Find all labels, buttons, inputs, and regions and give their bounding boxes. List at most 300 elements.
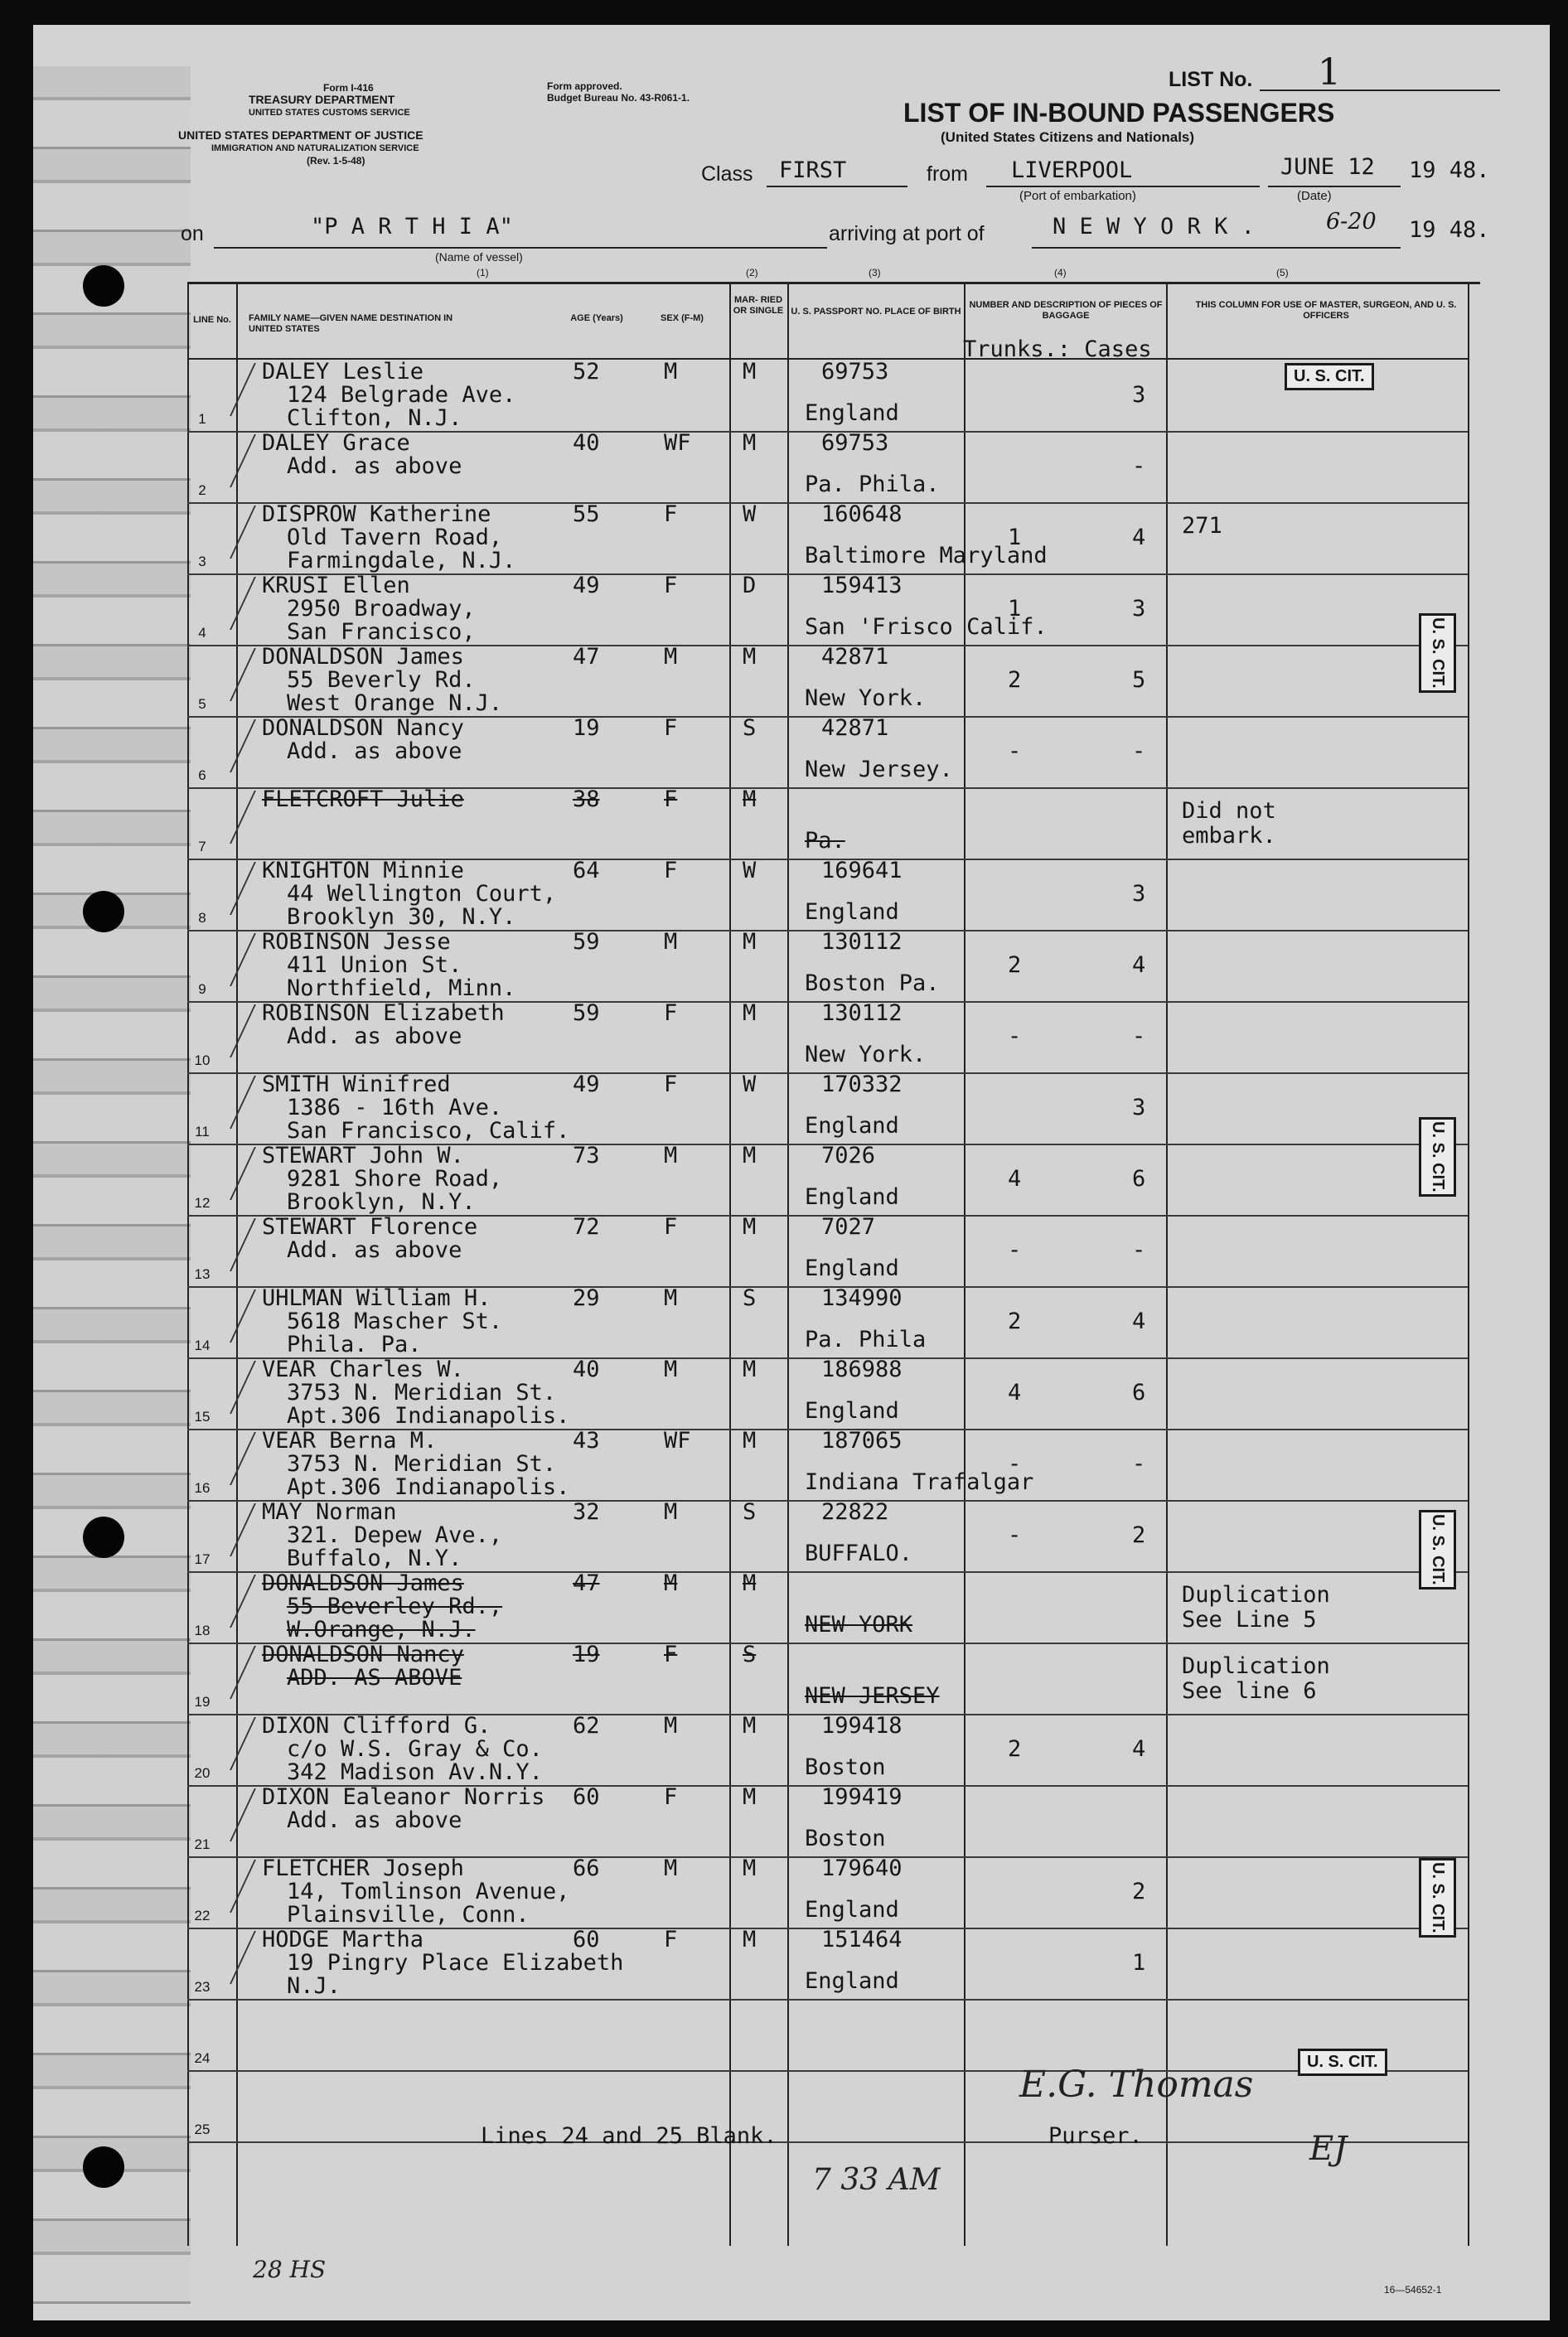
arrival-line xyxy=(1032,247,1401,249)
punch-hole xyxy=(83,265,124,307)
passenger-sex: M xyxy=(664,644,678,670)
class-line xyxy=(767,186,907,187)
table-row xyxy=(187,1286,1468,1359)
form-approved: Form approved. xyxy=(547,80,622,92)
check-mark xyxy=(191,1289,256,1343)
passenger-age: 38 xyxy=(573,786,600,812)
table-row xyxy=(187,1144,1468,1217)
passport-number: 199418 xyxy=(821,1713,903,1739)
passenger-address: 411 Union St. xyxy=(287,952,462,978)
passenger-age: 66 xyxy=(573,1856,600,1881)
passenger-age: 72 xyxy=(573,1214,600,1240)
trunks-count: 2 xyxy=(1008,1309,1022,1334)
passport-number: 134990 xyxy=(821,1285,903,1311)
passenger-address: Phila. Pa. xyxy=(287,1332,422,1357)
check-mark xyxy=(191,1361,256,1414)
passport-number: 22822 xyxy=(821,1499,889,1525)
line-number: 15 xyxy=(194,1409,211,1425)
marital-status: M xyxy=(743,786,757,812)
table-row xyxy=(187,360,1468,433)
col-header-baggage: NUMBER AND DESCRIPTION OF PIECES OF BAGGAGE xyxy=(969,300,1163,321)
passenger-address: 3753 N. Meridian St. xyxy=(287,1380,557,1406)
table-row xyxy=(187,1429,1468,1502)
passenger-age: 49 xyxy=(573,573,600,598)
check-mark xyxy=(191,1503,256,1556)
arrival-port: N E W Y O R K . xyxy=(1053,214,1255,240)
form-revision: (Rev. 1-5-48) xyxy=(307,155,365,167)
marital-status: S xyxy=(743,1642,757,1667)
baggage-subheader: Trunks.: Cases xyxy=(963,336,1152,362)
torn-binding-strip xyxy=(33,66,191,2304)
marital-status: W xyxy=(743,501,757,527)
col-number-4: (4) xyxy=(1054,267,1067,278)
marital-status: M xyxy=(743,1856,757,1881)
passenger-sex: F xyxy=(664,786,678,812)
passenger-age: 40 xyxy=(573,430,600,456)
passenger-sex: M xyxy=(664,1856,678,1881)
line-number: 22 xyxy=(194,1908,211,1923)
line-number: 16 xyxy=(194,1480,211,1496)
table-row xyxy=(187,859,1468,931)
passenger-sex: M xyxy=(664,1713,678,1739)
passenger-address: Add. as above xyxy=(287,1237,462,1263)
passenger-address: Apt.306 Indianapolis. xyxy=(287,1474,570,1500)
marital-status: M xyxy=(743,929,757,955)
table-row xyxy=(187,573,1468,646)
passenger-address: Apt.306 Indianapolis. xyxy=(287,1403,570,1429)
passenger-address: Add. as above xyxy=(287,453,462,479)
place-of-birth: Pa. Phila xyxy=(805,1327,927,1352)
check-mark xyxy=(191,434,256,487)
line-number: 11 xyxy=(195,1124,210,1139)
trunks-count: 2 xyxy=(1008,952,1022,978)
place-of-birth: England xyxy=(805,1184,899,1210)
passenger-sex: F xyxy=(664,501,678,527)
check-mark xyxy=(191,933,256,986)
line-number: 14 xyxy=(194,1338,211,1353)
place-of-birth: NEW JERSEY xyxy=(805,1683,940,1709)
passenger-name: DONALDSON James xyxy=(262,1570,464,1596)
us-citizen-stamp: U. S. CIT. xyxy=(1419,1858,1456,1938)
passport-number: 170332 xyxy=(821,1072,903,1097)
passenger-age: 19 xyxy=(573,1642,600,1667)
trunks-count: - xyxy=(1008,738,1022,764)
passenger-sex: M xyxy=(664,359,678,385)
check-mark xyxy=(191,363,256,416)
passport-number: 130112 xyxy=(821,1000,903,1026)
col-header-passport: U. S. PASSPORT NO. PLACE OF BIRTH xyxy=(791,307,961,317)
table-row xyxy=(187,1357,1468,1430)
line-number: 24 xyxy=(194,2050,211,2066)
check-mark xyxy=(191,1575,256,1628)
passenger-address: 19 Pingry Place Elizabeth xyxy=(287,1950,624,1976)
marital-status: M xyxy=(743,644,757,670)
purser-label: Purser. xyxy=(1048,2123,1143,2149)
place-of-birth: England xyxy=(805,899,899,925)
cases-count: 6 xyxy=(1132,1380,1146,1406)
check-mark xyxy=(191,1432,256,1485)
line-number: 21 xyxy=(194,1836,211,1852)
cases-count: 4 xyxy=(1132,525,1146,550)
trunks-count: 2 xyxy=(1008,667,1022,693)
check-mark xyxy=(191,506,256,559)
port-caption: (Port of embarkation) xyxy=(1019,189,1136,203)
marital-status: S xyxy=(743,1499,757,1525)
passenger-name: ROBINSON Elizabeth xyxy=(262,1000,505,1026)
passenger-address: W.Orange, N.J. xyxy=(287,1617,476,1643)
customs-service: UNITED STATES CUSTOMS SERVICE xyxy=(249,108,410,118)
passenger-address: ADD. AS ABOVE xyxy=(287,1665,462,1691)
passenger-sex: F xyxy=(664,1214,678,1240)
cases-count: 1 xyxy=(1132,1950,1146,1976)
passenger-age: 32 xyxy=(573,1499,600,1525)
table-row xyxy=(187,1785,1468,1858)
vessel-caption: (Name of vessel) xyxy=(435,250,523,264)
list-no-line xyxy=(1260,90,1500,91)
check-mark xyxy=(191,1931,256,1984)
col-header-sex: SEX (F-M) xyxy=(661,313,704,323)
marital-status: W xyxy=(743,858,757,883)
passport-number: 199419 xyxy=(821,1784,903,1810)
passport-number: 69753 xyxy=(821,430,889,456)
passenger-name: KRUSI Ellen xyxy=(262,573,410,598)
vessel-line xyxy=(214,247,827,249)
officer-remark: Duplication See line 6 xyxy=(1182,1653,1330,1704)
trunks-count: 4 xyxy=(1008,1380,1022,1406)
passenger-address: 2950 Broadway, xyxy=(287,596,476,622)
table-row xyxy=(187,1072,1468,1145)
marital-status: W xyxy=(743,1072,757,1097)
passenger-address: 3753 N. Meridian St. xyxy=(287,1451,557,1477)
passenger-address: San Francisco, Calif. xyxy=(287,1118,570,1144)
line-number: 18 xyxy=(194,1623,211,1638)
on-label: on xyxy=(181,222,204,245)
passenger-age: 59 xyxy=(573,929,600,955)
arriving-label: arriving at port of xyxy=(829,222,985,245)
passenger-name: DIXON Ealeanor Norris xyxy=(262,1784,545,1810)
passport-number: 42871 xyxy=(821,715,889,741)
passenger-sex: M xyxy=(664,1570,678,1596)
line-number: 17 xyxy=(194,1551,211,1567)
marital-status: S xyxy=(743,1285,757,1311)
passenger-sex: F xyxy=(664,858,678,883)
passenger-age: 60 xyxy=(573,1927,600,1952)
time-annotation: 7 33 AM xyxy=(812,2163,941,2197)
sailing-date: JUNE 12 xyxy=(1280,154,1375,180)
vessel-name: "P A R T H I A" xyxy=(311,214,513,240)
cases-count: - xyxy=(1132,1451,1146,1477)
passenger-name: FLETCHER Joseph xyxy=(262,1856,464,1881)
cases-count: 4 xyxy=(1132,1309,1146,1334)
table-row xyxy=(187,502,1468,575)
passenger-name: VEAR Charles W. xyxy=(262,1357,464,1382)
from-label: from xyxy=(927,162,968,186)
line-number: 12 xyxy=(194,1195,211,1211)
cases-count: - xyxy=(1132,453,1146,479)
place-of-birth: New York. xyxy=(805,685,927,711)
cases-count: 2 xyxy=(1132,1879,1146,1904)
passenger-name: MAY Norman xyxy=(262,1499,397,1525)
immigration-service: IMMIGRATION AND NATURALIZATION SERVICE xyxy=(211,143,419,153)
col-number-3: (3) xyxy=(869,267,881,278)
passenger-name: DONALDSON Nancy xyxy=(262,1642,464,1667)
arrival-date-handwritten: 6-20 xyxy=(1326,209,1377,235)
passport-number: 160648 xyxy=(821,501,903,527)
table-row xyxy=(187,431,1468,504)
cases-count: 2 xyxy=(1132,1522,1146,1548)
check-mark xyxy=(191,1860,256,1913)
trunks-count: - xyxy=(1008,1023,1022,1049)
place-of-birth: England xyxy=(805,1398,899,1424)
list-no-value: 1 xyxy=(1318,51,1341,94)
passenger-sex: M xyxy=(664,1499,678,1525)
line-number: 5 xyxy=(198,696,206,712)
marital-status: M xyxy=(743,430,757,456)
passenger-address: Brooklyn, N.Y. xyxy=(287,1189,476,1215)
trunks-count: 2 xyxy=(1008,1736,1022,1762)
passport-number: 159413 xyxy=(821,573,903,598)
passport-number: 69753 xyxy=(821,359,889,385)
passport-number: 169641 xyxy=(821,858,903,883)
marital-status: M xyxy=(743,1713,757,1739)
table-row xyxy=(187,1999,1468,2072)
check-mark xyxy=(191,1147,256,1200)
passport-number: 151464 xyxy=(821,1927,903,1952)
passenger-age: 64 xyxy=(573,858,600,883)
passenger-sex: F xyxy=(664,1784,678,1810)
line-number: 6 xyxy=(198,767,206,783)
trunks-count: - xyxy=(1008,1522,1022,1548)
table-top-border xyxy=(187,282,1480,284)
passenger-name: VEAR Berna M. xyxy=(262,1428,438,1454)
marital-status: M xyxy=(743,1784,757,1810)
passport-number: 7027 xyxy=(821,1214,876,1240)
passenger-name: STEWART Florence xyxy=(262,1214,478,1240)
passenger-sex: F xyxy=(664,715,678,741)
passenger-sex: WF xyxy=(664,1428,691,1454)
passenger-sex: F xyxy=(664,1000,678,1026)
passenger-sex: M xyxy=(664,1357,678,1382)
table-row xyxy=(187,930,1468,1003)
passenger-name: DONALDSON Nancy xyxy=(262,715,464,741)
passenger-sex: F xyxy=(664,1642,678,1667)
line-number: 13 xyxy=(194,1266,211,1282)
line-number: 25 xyxy=(194,2122,211,2137)
passenger-address: Farmingdale, N.J. xyxy=(287,548,516,573)
passenger-name: HODGE Martha xyxy=(262,1927,424,1952)
passenger-address: Buffalo, N.Y. xyxy=(287,1546,462,1571)
place-of-birth: San 'Frisco Calif. xyxy=(805,614,1048,640)
officer-initials: EJ xyxy=(1309,2130,1348,2168)
marital-status: M xyxy=(743,1428,757,1454)
passenger-age: 52 xyxy=(573,359,600,385)
place-of-birth: Pa. xyxy=(805,828,845,854)
margin-note: 28 HS xyxy=(253,2256,327,2283)
check-mark xyxy=(191,648,256,701)
col-number-1: (1) xyxy=(477,267,489,278)
table-row xyxy=(187,787,1468,860)
passenger-address: 1386 - 16th Ave. xyxy=(287,1095,503,1120)
line-number: 23 xyxy=(194,1979,211,1995)
punch-hole xyxy=(83,2146,124,2188)
passport-number: 7026 xyxy=(821,1143,876,1168)
passenger-age: 40 xyxy=(573,1357,600,1382)
trunks-count: - xyxy=(1008,1237,1022,1263)
officer-remark: 271 xyxy=(1182,513,1222,539)
table-row xyxy=(187,645,1468,718)
line-number: 3 xyxy=(198,554,206,569)
passenger-name: DALEY Leslie xyxy=(262,359,424,385)
table-row xyxy=(187,1215,1468,1288)
passenger-name: SMITH Winifred xyxy=(262,1072,451,1097)
passenger-address: Add. as above xyxy=(287,1807,462,1833)
passenger-name: STEWART John W. xyxy=(262,1143,464,1168)
marital-status: M xyxy=(743,1143,757,1168)
passenger-address: 5618 Mascher St. xyxy=(287,1309,503,1334)
passenger-address: Add. as above xyxy=(287,1023,462,1049)
line-number: 9 xyxy=(198,981,206,997)
marital-status: S xyxy=(743,715,757,741)
place-of-birth: Pa. Phila. xyxy=(805,472,940,497)
passenger-address: Add. as above xyxy=(287,738,462,764)
cases-count: 3 xyxy=(1132,596,1146,622)
passenger-age: 43 xyxy=(573,1428,600,1454)
passenger-name: UHLMAN William H. xyxy=(262,1285,491,1311)
marital-status: M xyxy=(743,1927,757,1952)
table-row xyxy=(187,1928,1468,2001)
table-row xyxy=(187,2070,1468,2143)
check-mark xyxy=(191,791,256,844)
passenger-name: FLETCROFT Julie xyxy=(262,786,464,812)
passenger-age: 29 xyxy=(573,1285,600,1311)
form-number: Form I-416 xyxy=(323,82,374,94)
table-row xyxy=(187,1001,1468,1074)
check-mark xyxy=(191,1218,256,1271)
passenger-name: DONALDSON James xyxy=(262,644,464,670)
col-header-line-no: LINE No. xyxy=(193,315,231,325)
passenger-age: 60 xyxy=(573,1784,600,1810)
passenger-address: 321. Depew Ave., xyxy=(287,1522,503,1548)
document-title: LIST OF IN-BOUND PASSENGERS xyxy=(903,98,1335,128)
check-mark xyxy=(191,1788,256,1841)
officer-remark: Duplication See Line 5 xyxy=(1182,1582,1330,1633)
class-value: FIRST xyxy=(779,157,847,183)
passenger-address: Plainsville, Conn. xyxy=(287,1902,530,1928)
passenger-address: Northfield, Minn. xyxy=(287,975,516,1001)
punch-hole xyxy=(83,891,124,932)
table-row xyxy=(187,1500,1468,1573)
passport-number: 186988 xyxy=(821,1357,903,1382)
arrival-year: 19 48. xyxy=(1409,217,1490,243)
col-header-age: AGE (Years) xyxy=(570,313,623,323)
table-row xyxy=(187,716,1468,789)
cases-count: - xyxy=(1132,738,1146,764)
line-number: 10 xyxy=(194,1052,211,1068)
print-code: 16—54652-1 xyxy=(1384,2284,1442,2296)
passenger-address: c/o W.S. Gray & Co. xyxy=(287,1736,543,1762)
place-of-birth: England xyxy=(805,1256,899,1281)
marital-status: M xyxy=(743,1214,757,1240)
col-header-name: FAMILY NAME—GIVEN NAME DESTINATION IN UNITED STATES xyxy=(249,313,453,334)
passenger-age: 62 xyxy=(573,1713,600,1739)
marital-status: M xyxy=(743,1357,757,1382)
table-right-border xyxy=(1468,282,1469,2246)
treasury-department: TREASURY DEPARTMENT xyxy=(249,93,395,106)
passenger-age: 19 xyxy=(573,715,600,741)
place-of-birth: England xyxy=(805,1968,899,1994)
passenger-sex: F xyxy=(664,573,678,598)
port-of-embarkation: LIVERPOOL xyxy=(1011,157,1133,183)
passenger-address: Brooklyn 30, N.Y. xyxy=(287,904,516,930)
line-number: 8 xyxy=(198,910,206,926)
passenger-address: Old Tavern Road, xyxy=(287,525,503,550)
sailing-year: 19 48. xyxy=(1409,157,1490,183)
table-row xyxy=(187,1571,1468,1644)
passenger-age: 49 xyxy=(573,1072,600,1097)
passport-number: 130112 xyxy=(821,929,903,955)
place-of-birth: Indiana Trafalgar xyxy=(805,1469,1034,1495)
passenger-address: 342 Madison Av.N.Y. xyxy=(287,1759,543,1785)
passenger-address: 55 Beverly Rd. xyxy=(287,667,476,693)
col-number-2: (2) xyxy=(746,267,758,278)
passenger-address: Clifton, N.J. xyxy=(287,405,462,431)
passenger-age: 47 xyxy=(573,1570,600,1596)
passenger-address: 14, Tomlinson Avenue, xyxy=(287,1879,570,1904)
trunks-count: - xyxy=(1008,1451,1022,1477)
passenger-name: KNIGHTON Minnie xyxy=(262,858,464,883)
passenger-sex: F xyxy=(664,1072,678,1097)
class-label: Class xyxy=(701,162,753,186)
place-of-birth: Boston Pa. xyxy=(805,970,940,996)
check-mark xyxy=(191,1076,256,1129)
budget-bureau: Budget Bureau No. 43-R061-1. xyxy=(547,92,690,104)
line-number: 1 xyxy=(198,411,206,427)
us-citizen-stamp: U. S. CIT. xyxy=(1419,1117,1456,1197)
place-of-birth: New York. xyxy=(805,1042,927,1067)
passport-number: 179640 xyxy=(821,1856,903,1881)
marital-status: M xyxy=(743,1000,757,1026)
passenger-sex: WF xyxy=(664,430,691,456)
passenger-address: 44 Wellington Court, xyxy=(287,881,557,907)
passenger-name: DALEY Grace xyxy=(262,430,410,456)
trunks-count: 1 xyxy=(1008,525,1022,550)
passenger-address: 124 Belgrade Ave. xyxy=(287,382,516,408)
marital-status: M xyxy=(743,1570,757,1596)
passport-number: 187065 xyxy=(821,1428,903,1454)
passenger-age: 59 xyxy=(573,1000,600,1026)
passenger-age: 73 xyxy=(573,1143,600,1168)
cases-count: - xyxy=(1132,1237,1146,1263)
place-of-birth: England xyxy=(805,400,899,426)
col-header-married: MAR- RIED OR SINGLE xyxy=(733,295,784,316)
cases-count: 3 xyxy=(1132,382,1146,408)
line-number: 19 xyxy=(194,1694,211,1710)
passenger-sex: M xyxy=(664,1285,678,1311)
cases-count: 4 xyxy=(1132,952,1146,978)
cases-count: 4 xyxy=(1132,1736,1146,1762)
check-mark xyxy=(191,862,256,915)
trunks-count: 4 xyxy=(1008,1166,1022,1192)
passenger-address: San Francisco, xyxy=(287,619,476,645)
blank-lines-note: Lines 24 and 25 Blank. xyxy=(481,2123,777,2149)
trunks-count: 1 xyxy=(1008,596,1022,622)
table-row xyxy=(187,1643,1468,1715)
col-number-5: (5) xyxy=(1276,267,1289,278)
passenger-age: 55 xyxy=(573,501,600,527)
justice-department: UNITED STATES DEPARTMENT OF JUSTICE xyxy=(178,128,423,142)
marital-status: D xyxy=(743,573,757,598)
passenger-address: 55 Beverley Rd., xyxy=(287,1594,503,1619)
